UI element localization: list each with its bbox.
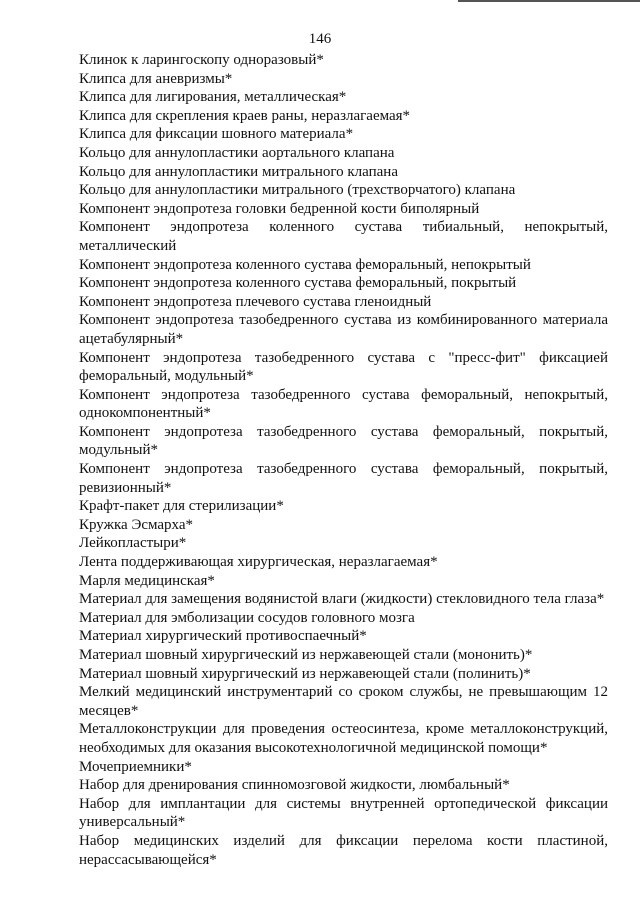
list-item: Клипса для фиксации шовного материала* [79, 126, 354, 143]
list-item: Набор для имплантации для системы внутренней ортопедической фиксации универсальный* [79, 795, 608, 831]
list-item: Материал хирургический противоспаечный* [79, 628, 367, 645]
list-item: Лента поддерживающая хирургическая, неразлагаемая* [79, 554, 438, 571]
list-item: Лейкопластыри* [79, 535, 187, 552]
list-item: Компонент эндопротеза головки бедренной кости биполярный [79, 200, 480, 217]
list-item: Кольцо для аннулопластики аортального клапана [79, 144, 395, 161]
list-item: Компонент эндопротеза тазобедренного сустава феморальный, покрытый, модульный* [79, 423, 608, 459]
list-item: Мочеприемники* [79, 758, 192, 775]
item-list [79, 51, 608, 869]
page-number: 146 [308, 31, 332, 47]
list-item: Металлоконструкции для проведения остеосинтеза, кроме металлоконструкций, необходимых для оказания высокотехнологичной медицинской помощи* [79, 721, 608, 756]
top-border-line [458, 0, 640, 2]
list-item: Кольцо для аннулопластики митрального (трехстворчатого) клапана [79, 182, 516, 199]
list-item: Крафт-пакет для стерилизации* [79, 498, 284, 515]
list-item: Компонент эндопротеза тазобедренного сустава из комбинированного материала ацетабулярный* [79, 312, 608, 347]
list-item: Кольцо для аннулопластики митрального клапана [79, 163, 398, 180]
list-item: Материал для эмболизации сосудов головного мозга [79, 609, 415, 626]
list-item: Кружка Эсмарха* [79, 516, 194, 533]
list-item: Компонент эндопротеза тазобедренного сустава феморальный, покрытый, ревизионный* [79, 461, 608, 496]
list-item: Марля медицинская* [79, 572, 215, 589]
list-item: Материал шовный хирургический из нержавеющей стали (полинить)* [79, 665, 531, 682]
list-item: Клипса для скрепления краев раны, неразлагаемая* [79, 107, 411, 124]
list-item: Компонент эндопротеза плечевого сустава гленоидный [79, 293, 432, 310]
list-item: Набор медицинских изделий для фиксации перелома кости пластиной, нерассасывающейся* [79, 832, 608, 868]
list-item: Клипса для лигирования, металлическая* [79, 89, 347, 106]
list-item: Компонент эндопротеза коленного сустава феморальный, покрытый [79, 275, 517, 292]
list-item: Клинок к ларингоскопу одноразовый* [79, 52, 324, 68]
list-item: Компонент эндопротеза тазобедренного сустава с "пресс-фит" фиксацией феморальный, модульный* [79, 349, 608, 385]
list-item: Материал для замещения водянистой влаги (жидкости) стекловидного тела глаза* [79, 591, 605, 608]
list-item: Материал шовный хирургический из нержавеющей стали (мононить)* [79, 647, 533, 663]
list-item: Компонент эндопротеза коленного сустава тибиальный, непокрытый, металлический [79, 219, 608, 254]
list-item: Компонент эндопротеза тазобедренного сустава феморальный, непокрытый, однокомпонентный* [79, 386, 608, 422]
list-item: Компонент эндопротеза коленного сустава феморальный, непокрытый [79, 256, 531, 273]
list-item: Набор для дренирования спинномозговой жидкости, люмбальный* [79, 777, 510, 794]
list-item: Клипса для аневризмы* [79, 70, 233, 87]
list-item: Мелкий медицинский инструментарий со сроком службы, не превышающим 12 месяцев* [79, 684, 608, 719]
